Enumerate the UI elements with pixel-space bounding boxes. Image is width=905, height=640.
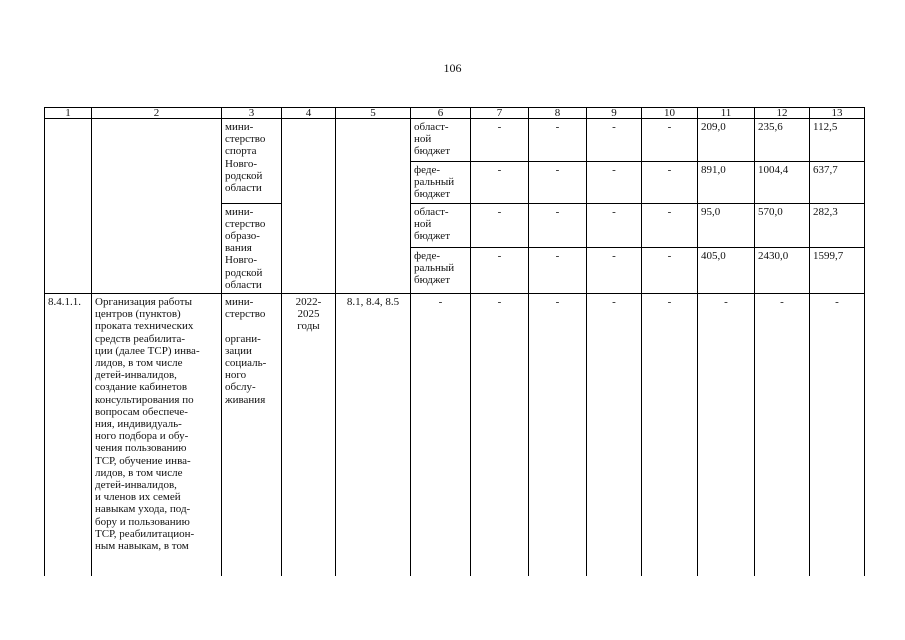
- cell-funding-source: -: [411, 294, 471, 576]
- cell-value: -: [471, 119, 529, 162]
- cell-empty: [336, 119, 411, 294]
- cell-executor: мини- стерство образо- вания Новго- родской области: [222, 203, 282, 293]
- cell-value: -: [587, 248, 642, 294]
- cell-value: 1599,7: [810, 248, 865, 294]
- cell-value: 1004,4: [755, 162, 810, 204]
- cell-value: -: [529, 294, 587, 576]
- column-number: 12: [755, 108, 810, 119]
- column-number: 3: [222, 108, 282, 119]
- cell-value: -: [471, 162, 529, 204]
- cell-executor: мини- стерство спорта Новго- родской области: [222, 119, 282, 204]
- cell-value: -: [529, 119, 587, 162]
- cell-value: -: [587, 119, 642, 162]
- cell-value: 112,5: [810, 119, 865, 162]
- cell-value: 209,0: [698, 119, 755, 162]
- budget-table: [44, 107, 865, 576]
- cell-value: -: [642, 294, 698, 576]
- cell-empty: [92, 119, 222, 294]
- cell-value: 95,0: [698, 203, 755, 247]
- cell-activity-description: Организация работы центров (пунктов) проката технических средств реабилита- ции (далее ТСР) инва- лидов, в том числе детей-инвалидов, создание кабинетов консультирования по вопросам обеспече- ния, индивидуаль- ного подбора и обу- чения пользованию ТСР, обучение инва- лидов, в том числе детей-инвалидов, и членов их семей навыкам ухода, под- бору и пользованию ТСР, реабилитацион- ным навыкам, в том: [92, 294, 222, 576]
- cell-value: 637,7: [810, 162, 865, 204]
- cell-value: -: [642, 248, 698, 294]
- column-number: 7: [471, 108, 529, 119]
- cell-funding-source: област- ной бюджет: [411, 119, 471, 162]
- cell-funding-source: област- ной бюджет: [411, 203, 471, 247]
- column-number: 10: [642, 108, 698, 119]
- column-number: 8: [529, 108, 587, 119]
- cell-value: 570,0: [755, 203, 810, 247]
- cell-value: -: [471, 294, 529, 576]
- column-number: 11: [698, 108, 755, 119]
- cell-value: -: [529, 203, 587, 247]
- cell-value: -: [642, 162, 698, 204]
- cell-value: -: [529, 162, 587, 204]
- column-number-row: [45, 108, 865, 119]
- cell-funding-source: феде- ральный бюджет: [411, 248, 471, 294]
- cell-value: -: [810, 294, 865, 576]
- cell-value: -: [529, 248, 587, 294]
- cell-value: -: [587, 203, 642, 247]
- column-number: 6: [411, 108, 471, 119]
- cell-value: 405,0: [698, 248, 755, 294]
- cell-value: -: [642, 203, 698, 247]
- cell-value: 891,0: [698, 162, 755, 204]
- cell-value: -: [471, 203, 529, 247]
- cell-value: -: [587, 162, 642, 204]
- cell-period: 2022- 2025 годы: [282, 294, 336, 576]
- column-number: 9: [587, 108, 642, 119]
- column-number: 13: [810, 108, 865, 119]
- cell-executor: мини- стерство органи- зации социаль- ного обслу- живания: [222, 294, 282, 576]
- page-number: 106: [443, 61, 462, 75]
- table-row: [45, 294, 865, 576]
- cell-value: 235,6: [755, 119, 810, 162]
- cell-value: 2430,0: [755, 248, 810, 294]
- cell-indicators: 8.1, 8.4, 8.5: [336, 294, 411, 576]
- cell-value: -: [587, 294, 642, 576]
- column-number: 4: [282, 108, 336, 119]
- cell-item-number: 8.4.1.1.: [45, 294, 92, 576]
- cell-empty: [282, 119, 336, 294]
- cell-empty: [45, 119, 92, 294]
- column-number: 5: [336, 108, 411, 119]
- column-number: 2: [92, 108, 222, 119]
- cell-value: -: [755, 294, 810, 576]
- table-row: [45, 119, 865, 162]
- cell-value: 282,3: [810, 203, 865, 247]
- cell-value: -: [471, 248, 529, 294]
- cell-value: -: [642, 119, 698, 162]
- column-number: 1: [45, 108, 92, 119]
- cell-funding-source: феде- ральный бюджет: [411, 162, 471, 204]
- cell-value: -: [698, 294, 755, 576]
